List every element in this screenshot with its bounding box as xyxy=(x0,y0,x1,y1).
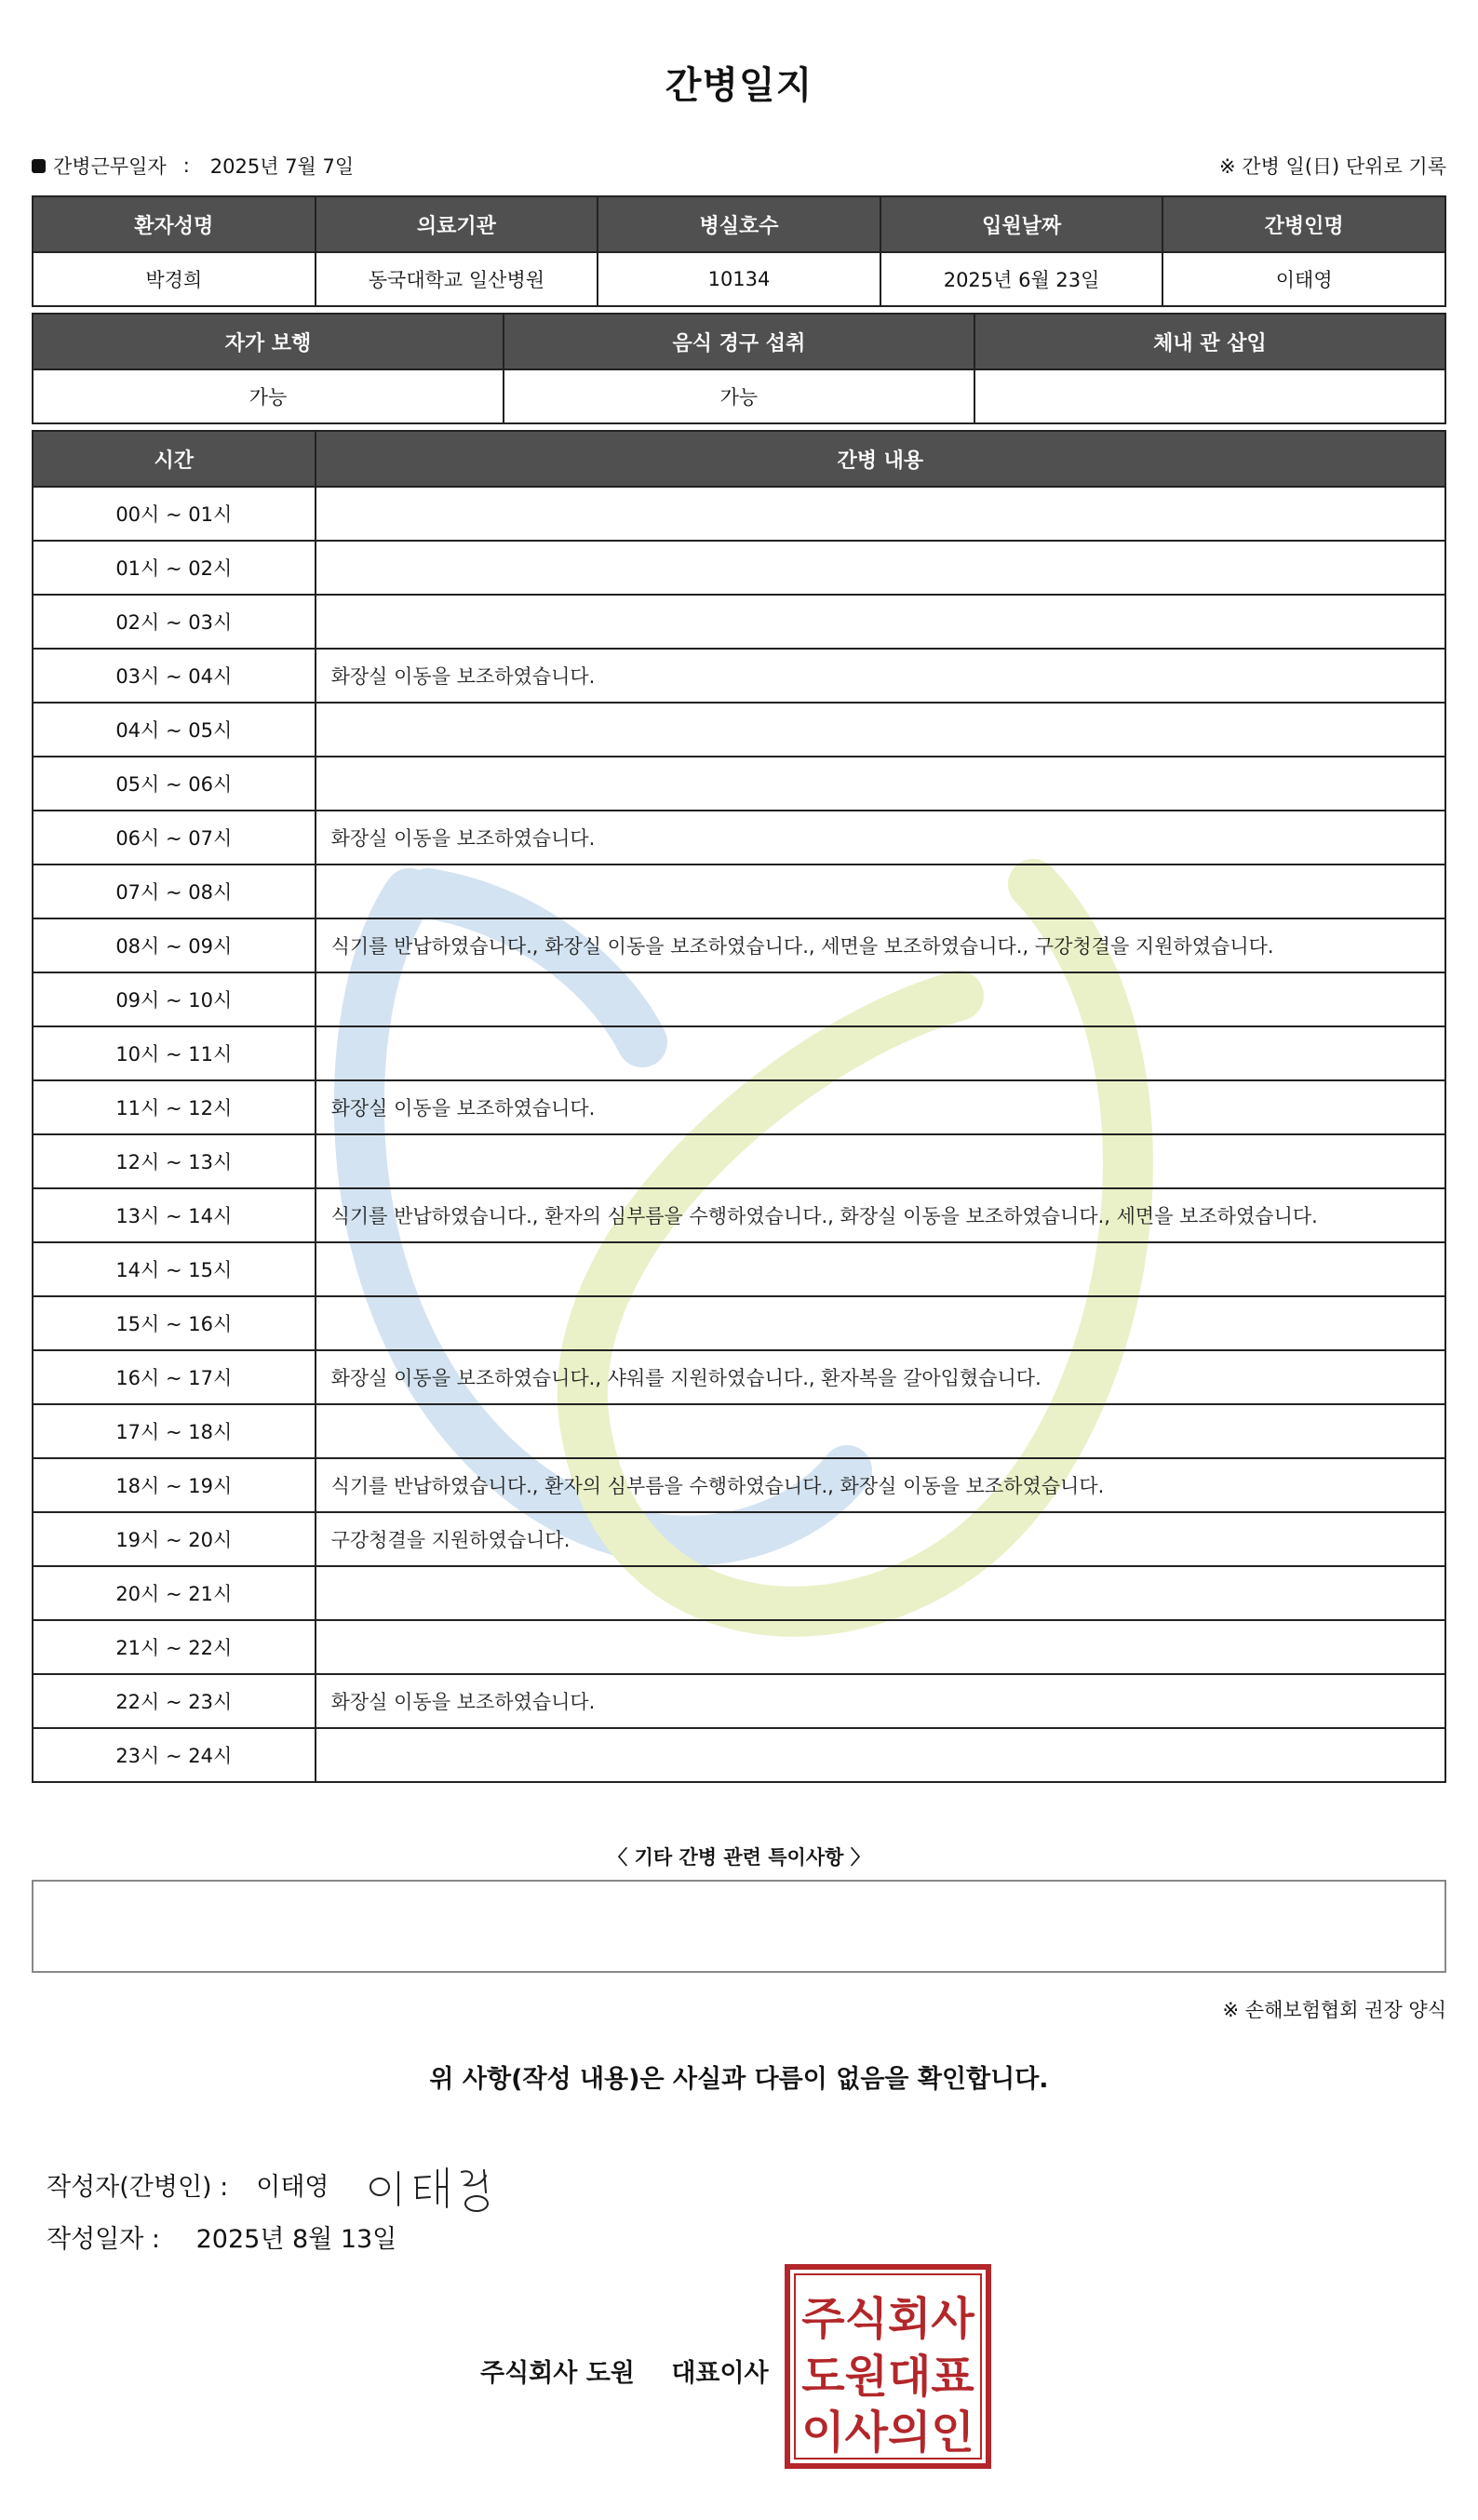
content-cell xyxy=(316,541,1445,595)
table-row xyxy=(33,1728,1445,1782)
table-row xyxy=(33,487,1445,541)
content-cell: 식기를 반납하였습니다., 환자의 심부름을 수행하였습니다., 화장실 이동을 보조하였습니다., 세면을 보조하였습니다. xyxy=(316,1188,1445,1242)
time-cell: 04시 ~ 05시 xyxy=(33,703,316,757)
table-row xyxy=(33,1674,1445,1728)
header-hospital: 의료기관 xyxy=(316,196,598,252)
content-cell: 화장실 이동을 보조하였습니다. xyxy=(316,811,1445,865)
content-cell xyxy=(316,757,1445,811)
patient-name: 박경희 xyxy=(33,252,316,306)
header-patient-name: 환자성명 xyxy=(33,196,316,252)
time-cell: 03시 ~ 04시 xyxy=(33,649,316,703)
work-date-separator: : xyxy=(182,154,190,177)
written-date-value: 2025년 8월 13일 xyxy=(195,2225,397,2254)
page-title: 간병일지 xyxy=(665,64,813,107)
table-row xyxy=(33,703,1445,757)
schedule-header-row xyxy=(33,431,1445,487)
table-row xyxy=(33,1242,1445,1296)
table-row xyxy=(33,541,1445,595)
time-cell: 20시 ~ 21시 xyxy=(33,1566,316,1620)
time-cell: 02시 ~ 03시 xyxy=(33,595,316,649)
meta-row xyxy=(32,152,1446,180)
content-cell xyxy=(316,1134,1445,1188)
table-row xyxy=(33,865,1445,918)
time-cell: 11시 ~ 12시 xyxy=(33,1080,316,1134)
table-row xyxy=(33,649,1445,703)
table-row xyxy=(33,918,1445,972)
admission-date: 2025년 6월 23일 xyxy=(880,252,1163,306)
time-cell: 22시 ~ 23시 xyxy=(33,1674,316,1728)
content-cell xyxy=(316,1296,1445,1350)
content-cell xyxy=(316,865,1445,918)
header-tube-insertion: 체내 관 삽입 xyxy=(974,314,1445,369)
time-cell: 16시 ~ 17시 xyxy=(33,1350,316,1404)
square-bullet-icon xyxy=(32,159,46,173)
special-notes-title: 〈 기타 간병 관련 특이사항 〉 xyxy=(608,1846,870,1869)
time-cell: 21시 ~ 22시 xyxy=(33,1620,316,1674)
time-cell: 01시 ~ 02시 xyxy=(33,541,316,595)
content-cell xyxy=(316,1620,1445,1674)
table-row xyxy=(33,1134,1445,1188)
patient-info-value-row xyxy=(33,252,1445,306)
time-cell: 07시 ~ 08시 xyxy=(33,865,316,918)
content-cell: 구강청결을 지원하였습니다. xyxy=(316,1512,1445,1566)
written-date-row xyxy=(47,2218,396,2255)
content-cell: 화장실 이동을 보조하였습니다. xyxy=(316,1080,1445,1134)
status-value-row xyxy=(33,369,1445,423)
table-row xyxy=(33,1188,1445,1242)
table-row xyxy=(33,1026,1445,1080)
written-date-label: 작성일자 : xyxy=(47,2225,161,2254)
time-cell: 23시 ~ 24시 xyxy=(33,1728,316,1782)
work-date-label: 간병근무일자 xyxy=(53,155,167,178)
content-cell xyxy=(316,1026,1445,1080)
content-cell xyxy=(316,703,1445,757)
patient-info-header-row xyxy=(33,196,1445,252)
time-cell: 10시 ~ 11시 xyxy=(33,1026,316,1080)
content-cell xyxy=(316,1566,1445,1620)
table-row xyxy=(33,1512,1445,1566)
time-cell: 15시 ~ 16시 xyxy=(33,1296,316,1350)
header-oral-intake: 음식 경구 섭취 xyxy=(504,314,974,369)
seal-line-2: 도원대표 xyxy=(801,2351,974,2403)
header-admission-date: 입원날짜 xyxy=(880,196,1163,252)
room-number: 10134 xyxy=(598,252,880,306)
form-source-note: ※ 손해보험협회 권장 양식 xyxy=(1222,1999,1446,2021)
time-cell: 08시 ~ 09시 xyxy=(33,918,316,972)
table-row xyxy=(33,1404,1445,1458)
company-name: 주식회사 도원 xyxy=(480,2359,635,2388)
hospital-name: 동국대학교 일산병원 xyxy=(316,252,598,306)
content-cell xyxy=(316,1242,1445,1296)
content-cell: 식기를 반납하였습니다., 화장실 이동을 보조하였습니다., 세면을 보조하였습니다., 구강청결을 지원하였습니다. xyxy=(316,918,1445,972)
content-cell xyxy=(316,972,1445,1026)
time-cell: 19시 ~ 20시 xyxy=(33,1512,316,1566)
header-time: 시간 xyxy=(33,431,316,487)
time-cell: 06시 ~ 07시 xyxy=(33,811,316,865)
table-row xyxy=(33,1296,1445,1350)
company-signature-line xyxy=(480,2352,769,2389)
content-cell xyxy=(316,1728,1445,1782)
handwritten-signature xyxy=(365,2151,514,2217)
writer-row xyxy=(47,2151,514,2217)
work-date xyxy=(32,152,354,180)
time-cell: 00시 ~ 01시 xyxy=(33,487,316,541)
header-room-number: 병실호수 xyxy=(598,196,880,252)
time-cell: 13시 ~ 14시 xyxy=(33,1188,316,1242)
company-seal-stamp xyxy=(784,2263,992,2470)
time-cell: 18시 ~ 19시 xyxy=(33,1458,316,1512)
content-cell: 화장실 이동을 보조하였습니다. xyxy=(316,1674,1445,1728)
table-row xyxy=(33,811,1445,865)
special-notes-box xyxy=(32,1880,1446,1973)
table-row xyxy=(33,1458,1445,1512)
header-self-walking: 자가 보행 xyxy=(33,314,504,369)
content-cell xyxy=(316,1404,1445,1458)
status-info-table xyxy=(32,313,1446,424)
seal-line-1: 주식회사 xyxy=(801,2293,974,2345)
company-ceo-title: 대표이사 xyxy=(671,2359,769,2388)
status-header-row xyxy=(33,314,1445,369)
oral-intake-value: 가능 xyxy=(504,369,974,423)
table-row xyxy=(33,1566,1445,1620)
content-cell xyxy=(316,595,1445,649)
table-row xyxy=(33,757,1445,811)
time-cell: 17시 ~ 18시 xyxy=(33,1404,316,1458)
patient-info-table xyxy=(32,195,1446,307)
daily-record-note: ※ 간병 일(日) 단위로 기록 xyxy=(1219,155,1446,178)
table-row xyxy=(33,1080,1445,1134)
self-walking-value: 가능 xyxy=(33,369,504,423)
care-schedule-table xyxy=(32,430,1446,1783)
time-cell: 05시 ~ 06시 xyxy=(33,757,316,811)
tube-insertion-value xyxy=(974,369,1445,423)
content-cell: 화장실 이동을 보조하였습니다. xyxy=(316,649,1445,703)
header-caregiver-name: 간병인명 xyxy=(1162,196,1445,252)
caregiver-name: 이태영 xyxy=(1162,252,1445,306)
time-cell: 09시 ~ 10시 xyxy=(33,972,316,1026)
content-cell: 화장실 이동을 보조하였습니다., 샤워를 지원하였습니다., 환자복을 갈아입혔습니다. xyxy=(316,1350,1445,1404)
table-row xyxy=(33,595,1445,649)
content-cell xyxy=(316,487,1445,541)
writer-name: 이태영 xyxy=(256,2172,329,2202)
header-care-content: 간병 내용 xyxy=(316,431,1445,487)
content-cell: 식기를 반납하였습니다., 환자의 심부름을 수행하였습니다., 화장실 이동을 보조하였습니다. xyxy=(316,1458,1445,1512)
seal-line-3: 이사의인 xyxy=(801,2406,974,2459)
confirmation-statement: 위 사항(작성 내용)은 사실과 다름이 없음을 확인합니다. xyxy=(429,2065,1049,2094)
time-cell: 14시 ~ 15시 xyxy=(33,1242,316,1296)
table-row xyxy=(33,1620,1445,1674)
time-cell: 12시 ~ 13시 xyxy=(33,1134,316,1188)
table-row xyxy=(33,1350,1445,1404)
writer-label: 작성자(간병인) : xyxy=(47,2172,229,2202)
table-row xyxy=(33,972,1445,1026)
work-date-value: 2025년 7월 7일 xyxy=(209,155,355,178)
